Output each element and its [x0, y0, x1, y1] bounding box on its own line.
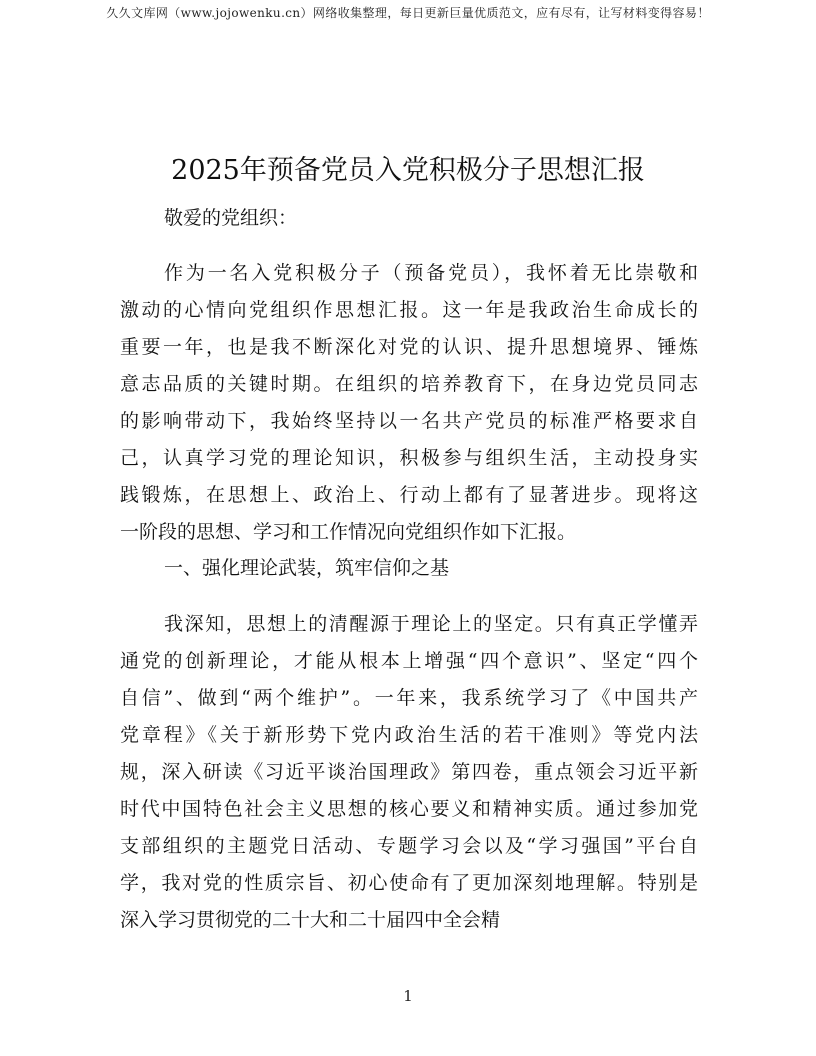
page-number: 1	[403, 987, 413, 1005]
section-heading-1: 一、强化理论武装，筑牢信仰之基	[164, 557, 450, 579]
paragraph-line: 激动的心情向党组织作思想汇报。这一年是我政治生命成长的	[120, 299, 698, 321]
paragraph-line: 意志品质的关键时期。在组织的培养教育下，在身边党员同志	[120, 373, 698, 395]
paragraph-line: 践锻炼，在思想上、政治上、行动上都有了显著进步。现将这	[120, 484, 698, 506]
paragraph-line: 通党的创新理论，才能从根本上增强“四个意识”、坚定“四个	[120, 650, 698, 672]
paragraph-line: 党章程》《关于新形势下党内政治生活的若干准则》等党内法	[120, 724, 698, 746]
paragraph-line: 深入学习贯彻党的二十大和二十届四中全会精	[120, 909, 501, 931]
salutation: 敬爱的党组织：	[164, 207, 298, 229]
paragraph-line: 规，深入研读《习近平谈治国理政》第四卷，重点领会习近平新	[120, 761, 698, 783]
site-header-notice: 久久文库网（www.jojowenku.cn）网络收集整理，每日更新巨量优质范文，应有尽有，让写材料变得容易！	[106, 6, 710, 20]
paragraph-line: 的影响带动下，我始终坚持以一名共产党员的标准严格要求自	[120, 410, 698, 432]
paragraph-line: 重要一年，也是我不断深化对党的认识、提升思想境界、锤炼	[120, 336, 698, 358]
paragraph-line: 自信”、做到“两个维护”。一年来，我系统学习了《中国共产	[120, 687, 698, 709]
document-title: 2025年预备党员入党积极分子思想汇报	[171, 155, 645, 186]
paragraph-line: 一阶段的思想、学习和工作情况向党组织作如下汇报。	[120, 521, 577, 543]
paragraph-line: 己，认真学习党的理论知识，积极参与组织生活，主动投身实	[120, 447, 698, 469]
paragraph-line: 时代中国特色社会主义思想的核心要义和精神实质。通过参加党	[120, 798, 698, 820]
paragraph-line: 作为一名入党积极分子（预备党员），我怀着无比崇敬和	[164, 262, 698, 284]
paragraph-theory	[120, 606, 698, 939]
paragraph-intro	[120, 255, 698, 551]
paragraph-line: 我深知，思想上的清醒源于理论上的坚定。只有真正学懂弄	[164, 613, 698, 635]
paragraph-line: 学，我对党的性质宗旨、初心使命有了更加深刻地理解。特别是	[120, 872, 698, 894]
paragraph-line: 支部组织的主题党日活动、专题学习会以及“学习强国”平台自	[120, 835, 698, 857]
